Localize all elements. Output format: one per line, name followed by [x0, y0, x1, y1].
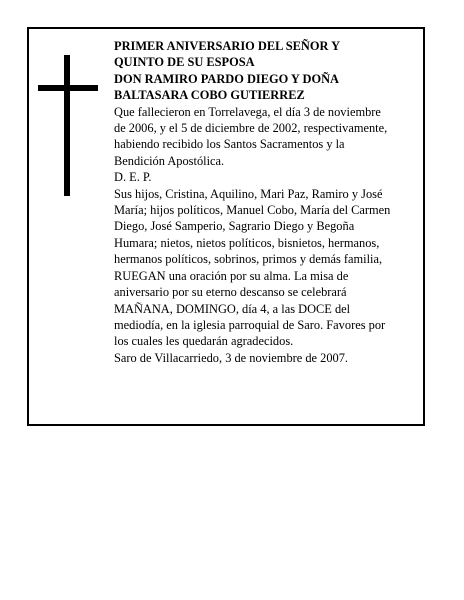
body-line: Que fallecieron en Torrelavega, el día 3 de noviembre [114, 104, 381, 119]
body-line: MAÑANA, DOMINGO, día 4, a las DOCE del [114, 301, 351, 316]
obituary-heading [114, 38, 424, 104]
body-line: los cuales les quedarán agradecidos. [114, 334, 294, 349]
heading-line: BALTASARA COBO GUTIERREZ [114, 88, 305, 103]
heading-line: PRIMER ANIVERSARIO DEL SEÑOR Y [114, 39, 341, 53]
body-line: habiendo recibido los Santos Sacramentos y la [114, 137, 345, 152]
body-line: Diego, José Samperio, Sagrario Diego y Begoña [114, 219, 355, 234]
obituary-body [114, 104, 424, 367]
latin-cross-icon [38, 55, 98, 196]
place-date-line: Saro de Villacarriedo, 3 de noviembre de 2007. [114, 350, 349, 365]
cross-horizontal-bar [38, 85, 98, 91]
body-line: hermanos políticos, sobrinos, primos y demás familia, [114, 252, 383, 267]
rip-line: D. E. P. [114, 170, 152, 185]
body-line: mediodía, en la iglesia parroquial de Saro. Favores por [114, 317, 386, 332]
body-line: Humara; nietos, nietos políticos, bisnietos, hermanos, [114, 235, 380, 250]
cross-vertical-bar [64, 55, 70, 196]
body-line: Sus hijos, Cristina, Aquilino, Mari Paz, Ramiro y José [114, 186, 383, 201]
body-line: de 2006, y el 5 de diciembre de 2002, respectivamente, [114, 121, 388, 136]
obituary-text [114, 38, 424, 366]
heading-line: DON RAMIRO PARDO DIEGO Y DOÑA [114, 71, 339, 86]
heading-line: QUINTO DE SU ESPOSA [114, 55, 255, 70]
body-line: Bendición Apostólica. [114, 153, 225, 168]
body-line: RUEGAN una oración por su alma. La misa de [114, 268, 349, 283]
body-line: aniversario por su eterno descanso se celebrará [114, 285, 347, 300]
body-line: María; hijos políticos, Manuel Cobo, María del Carmen [114, 203, 391, 218]
